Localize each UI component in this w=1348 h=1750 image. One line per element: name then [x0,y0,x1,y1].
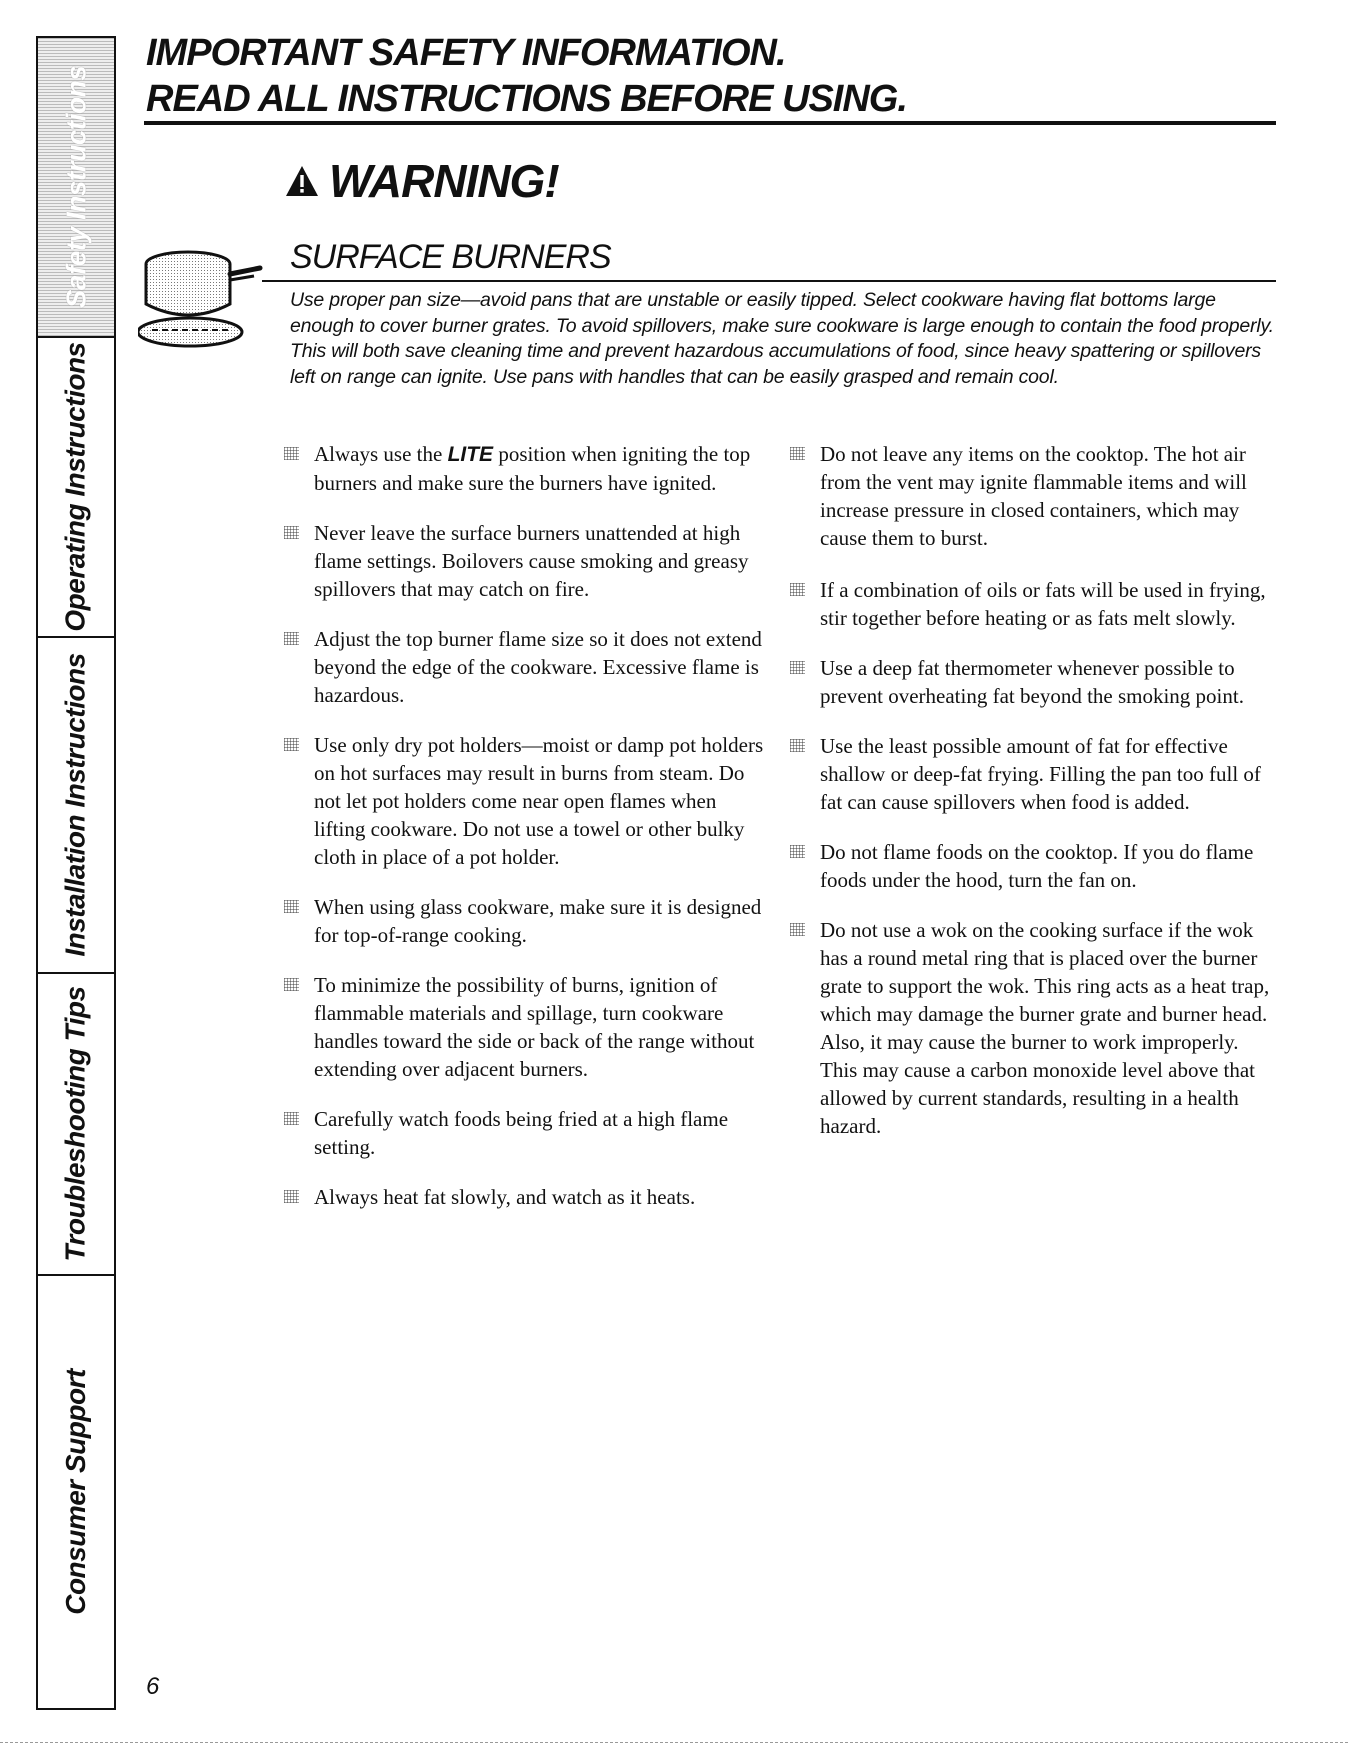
list-item-text: Always heat fat slowly, and watch as it heats. [314,1185,696,1209]
tab-label: Troubleshooting Tips [60,986,91,1262]
tab-label: Operating Instructions [60,342,91,632]
list-item [284,971,764,1083]
page-number: 6 [146,1673,160,1700]
list-item [284,519,764,603]
list-item [284,625,764,709]
list-item [284,440,764,497]
tab-installation-instructions[interactable] [38,638,114,974]
bullet-icon [284,526,299,539]
right-column [790,440,1276,1156]
tab-label: Installation Instructions [60,653,91,957]
list-item [284,1105,764,1161]
bullet-icon [284,738,299,751]
list-item-text: Use the least possible amount of fat for effective shallow or deep-fat frying. Filling the pan too full of fat can cause spillovers when food is added. [820,734,1261,814]
header-line-1: IMPORTANT SAFETY INFORMATION. [146,32,786,74]
list-item [284,1183,764,1211]
warning-heading [285,154,559,208]
page-header [146,30,1276,122]
list-item-text: Do not use a wok on the cooking surface if the wok has a round metal ring that is placed over the burner grate to support the wok. This ring acts as a heat trap, which may damage the burner grate and burner head. Also, it may cause the burner to work improperly. This may cause a carbon monoxide level above that allowed by current standards, resulting in a health hazard. [820,918,1270,1138]
section-divider [262,280,1276,282]
bullet-icon [790,661,805,674]
page-bottom-border [0,1742,1348,1743]
tab-consumer-support[interactable] [38,1276,114,1708]
header-line-2: READ ALL INSTRUCTIONS BEFORE USING. [146,78,907,120]
list-item [790,732,1276,816]
tab-label: Safety Instructions [60,65,91,309]
header-divider [144,121,1276,125]
pot-on-burner-icon [138,234,264,360]
tab-operating-instructions[interactable] [38,338,114,638]
list-item [790,654,1276,710]
list-item [284,893,764,949]
list-item-text: Use only dry pot holders—moist or damp pot holders on hot surfaces may result in burns from steam. Do not let pot holders come near open flames when lifting cookware. Do not use a towel or other bulky cloth in place of a pot holder. [314,733,764,869]
list-item [790,838,1276,894]
list-item-text: If a combination of oils or fats will be used in frying, stir together before heating or as fats melt slowly. [820,578,1266,630]
bullet-icon [284,900,299,913]
list-item-text: Carefully watch foods being fried at a high flame setting. [314,1107,729,1159]
bullet-icon [284,1112,299,1125]
list-item-text: Never leave the surface burners unattended at high flame settings. Boilovers cause smoking and greasy spillovers that may catch on fire. [314,521,749,601]
bullet-icon [284,447,299,460]
tab-safety-instructions[interactable] [38,38,114,338]
tab-label: Consumer Support [60,1369,91,1615]
side-tab-nav [36,36,116,1710]
list-item-text: Do not leave any items on the cooktop. The hot air from the vent may ignite flammable items and will increase pressure in closed containers, which may cause them to burst. [820,442,1247,550]
bullet-icon [284,978,299,991]
left-column [284,440,764,1227]
list-item-text: Use a deep fat thermometer whenever possible to prevent overheating fat beyond the smoking point. [820,656,1244,708]
bullet-icon [790,447,805,460]
list-item-text: When using glass cookware, make sure it is designed for top-of-range cooking. [314,895,762,947]
list-item [790,916,1276,1140]
list-item [284,731,764,871]
list-item-text: Do not flame foods on the cooktop. If you do flame foods under the hood, turn the fan on. [820,840,1254,892]
tab-troubleshooting-tips[interactable] [38,974,114,1276]
bullet-icon [790,923,805,936]
bullet-icon [284,1190,299,1203]
warning-title: WARNING! [329,155,559,207]
list-item [790,576,1276,632]
bullet-icon [790,845,805,858]
bullet-icon [790,739,805,752]
list-item [790,440,1276,552]
list-item-text: Adjust the top burner flame size so it does not extend beyond the edge of the cookware. Excessive flame is hazardous. [314,627,762,707]
bullet-icon [284,632,299,645]
bullet-icon [790,583,805,596]
list-item-text: To minimize the possibility of burns, ignition of flammable materials and spillage, turn cookware handles toward the side or back of the range without extending over adjacent burners. [314,973,755,1081]
section-intro: Use proper pan size—avoid pans that are unstable or easily tipped. Select cookware having flat bottoms large enough to cover burner grates. To avoid spillovers, make sure cookware is large enough to contain the food properly. This will both save cleaning time and prevent hazardous accumulations of food, since heavy spattering or spillovers left on range can ignite. Use pans with handles that can be easily grasped and remain cool. [290,289,1274,388]
list-item-text: Always use the LITE position when igniting the top burners and make sure the burners have ignited. [314,442,751,495]
warning-triangle-icon [285,165,319,197]
section-title: SURFACE BURNERS [290,238,611,276]
